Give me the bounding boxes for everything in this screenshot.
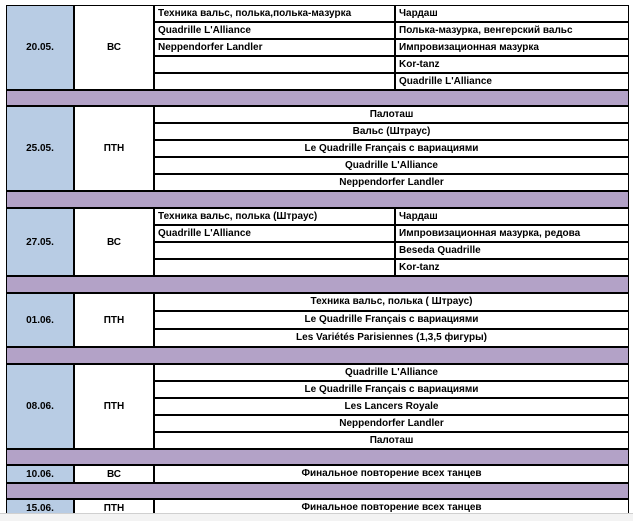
dance-cell[interactable]: Les Variétés Parisiennes (1,3,5 фигуры) xyxy=(154,329,629,347)
day-cell[interactable]: ВС xyxy=(74,208,154,276)
schedule-block xyxy=(6,208,629,276)
date-cell[interactable]: 15.06. xyxy=(6,499,74,517)
dance-cell[interactable]: Neppendorfer Landler xyxy=(154,415,629,432)
dance-cell[interactable]: Le Quadrille Français с вариациями xyxy=(154,311,629,329)
dance-cell[interactable]: Финальное повторение всех танцев xyxy=(154,465,629,483)
dance-cell[interactable]: Чардаш xyxy=(395,208,629,225)
dance-cell[interactable]: Quadrille L'Alliance xyxy=(154,364,629,381)
day-cell[interactable]: ПТН xyxy=(74,293,154,347)
date-cell[interactable]: 08.06. xyxy=(6,364,74,449)
day-cell[interactable]: ВС xyxy=(74,5,154,90)
dance-cell[interactable]: Neppendorfer Landler xyxy=(154,174,629,191)
date-cell[interactable]: 20.05. xyxy=(6,5,74,90)
dance-cell[interactable]: Полька-мазурка, венгерский вальс xyxy=(395,22,629,39)
schedule-block xyxy=(6,106,629,191)
date-cell[interactable]: 10.06. xyxy=(6,465,74,483)
schedule-block xyxy=(6,465,629,483)
dance-cell[interactable]: Kor-tanz xyxy=(395,56,629,73)
dance-cell[interactable]: Импровизационная мазурка xyxy=(395,39,629,56)
dance-cell[interactable]: Техника вальс, полька,полька-мазурка xyxy=(154,5,395,22)
dance-cell[interactable] xyxy=(154,56,395,73)
dance-cell[interactable]: Le Quadrille Français с вариациями xyxy=(154,381,629,398)
dance-cell[interactable] xyxy=(154,259,395,276)
schedule-block xyxy=(6,293,629,347)
dance-cell[interactable] xyxy=(154,73,395,90)
dance-cell[interactable]: Kor-tanz xyxy=(395,259,629,276)
divider-row xyxy=(6,90,629,106)
date-cell[interactable]: 25.05. xyxy=(6,106,74,191)
day-cell[interactable]: ПТН xyxy=(74,499,154,517)
dance-cell[interactable]: Импровизационная мазурка, редова xyxy=(395,225,629,242)
day-cell[interactable]: ПТН xyxy=(74,106,154,191)
dance-cell[interactable]: Neppendorfer Landler xyxy=(154,39,395,56)
dance-cell[interactable]: Техника вальс, полька (Штраус) xyxy=(154,208,395,225)
divider-row xyxy=(6,347,629,364)
divider-row xyxy=(6,449,629,465)
schedule-block xyxy=(6,5,629,90)
dance-cell[interactable]: Палоташ xyxy=(154,106,629,123)
dance-cell[interactable]: Техника вальс, полька ( Штраус) xyxy=(154,293,629,311)
dance-cell[interactable] xyxy=(154,242,395,259)
dance-cell[interactable]: Чардаш xyxy=(395,5,629,22)
dance-cell[interactable]: Quadrille L'Alliance xyxy=(154,225,395,242)
divider-row xyxy=(6,483,629,499)
dance-cell[interactable]: Quadrille L'Alliance xyxy=(154,22,395,39)
dance-cell[interactable]: Вальс (Штраус) xyxy=(154,123,629,140)
day-cell[interactable]: ВС xyxy=(74,465,154,483)
day-cell[interactable]: ПТН xyxy=(74,364,154,449)
dance-cell[interactable]: Quadrille L'Alliance xyxy=(154,157,629,174)
dance-cell[interactable]: Quadrille L'Alliance xyxy=(395,73,629,90)
divider-row xyxy=(6,191,629,208)
dance-cell[interactable]: Финальное повторение всех танцев xyxy=(154,499,629,517)
date-cell[interactable]: 01.06. xyxy=(6,293,74,347)
dance-cell[interactable]: Палоташ xyxy=(154,432,629,449)
schedule-block xyxy=(6,364,629,449)
dance-cell[interactable]: Beseda Quadrille xyxy=(395,242,629,259)
dance-cell[interactable]: Le Quadrille Français с вариациями xyxy=(154,140,629,157)
divider-row xyxy=(6,276,629,293)
date-cell[interactable]: 27.05. xyxy=(6,208,74,276)
dance-cell[interactable]: Les Lancers Royale xyxy=(154,398,629,415)
